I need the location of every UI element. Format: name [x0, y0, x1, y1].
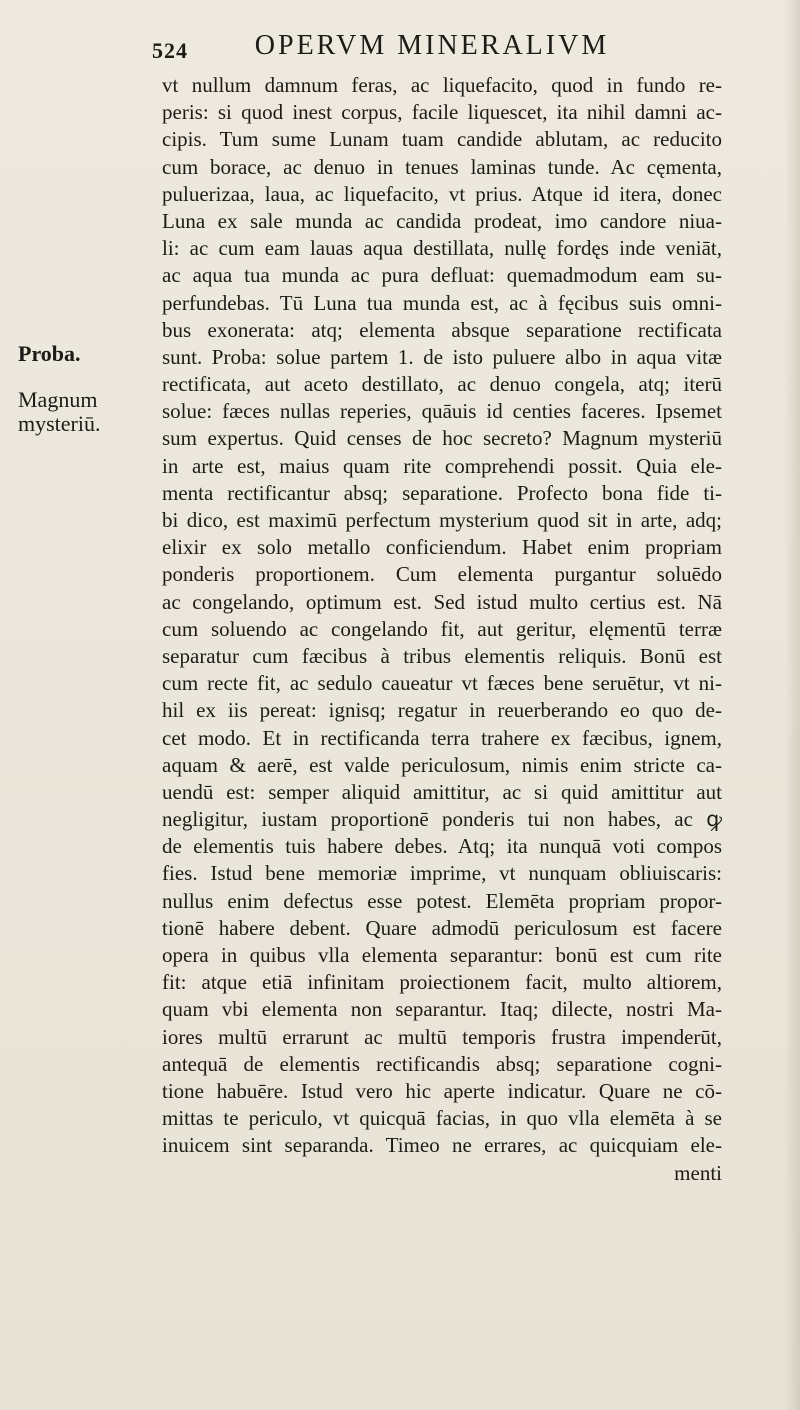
text-line: fit: atque etiā infinitam proiectionem facit, multo altiorem,	[162, 970, 722, 995]
text-line: nullus enim defectus esse potest. Elemēta propriam propor-	[162, 888, 722, 913]
margin-note-magnum-mysterium: Magnum mysteriū.	[18, 387, 101, 436]
page-header	[152, 30, 712, 70]
text-line: cipis. Tum sume Lunam tuam candide ablutam, ac reducito	[162, 127, 722, 152]
text-line: menti	[674, 1160, 722, 1185]
text-line: bus exonerata: atq; elementa absque separatione rectificata	[162, 317, 722, 342]
text-line: Luna ex sale munda ac candida prodeat, imo candore niua-	[162, 208, 722, 233]
text-line: cet modo. Et in rectificanda terra trahere ex fæcibus, ignem,	[162, 725, 722, 750]
text-line: tione habuēre. Istud vero hic aperte indicatur. Quare ne cō-	[162, 1078, 722, 1103]
text-line: ponderis proportionem. Cum elementa purgantur soluēdo	[162, 562, 722, 587]
text-line: vt nullum damnum feras, ac liquefacito, quod in fundo re-	[162, 73, 722, 97]
text-line: sunt. Proba: solue partem 1. de isto puluere albo in aqua vitæ	[162, 344, 722, 369]
text-line: elixir ex solo metallo conficiendum. Habet enim propriam	[162, 535, 722, 560]
text-line: opera in quibus vlla elementa separantur: bonū est cum rite	[162, 943, 722, 967]
text-line: aquam & aerē, est valde periculosum, nimis enim stricte ca-	[162, 752, 722, 777]
text-line: inuicem sint separanda. Timeo ne errares, ac quicquiam ele-	[162, 1133, 722, 1158]
text-line: sum expertus. Quid censes de hoc secreto? Magnum mysteriū	[162, 426, 722, 451]
margin-note-proba: Proba.	[18, 341, 81, 366]
text-line: de elementis tuis habere debes. Atq; ita nunquā voti compos	[162, 834, 722, 859]
page-edge-shadow	[784, 0, 800, 1410]
text-line: cum soluendo ac congelando fit, aut geritur, elęmentū terræ	[162, 616, 722, 641]
text-line: iores multū errarunt ac multū temporis frustra impenderūt,	[162, 1024, 722, 1049]
text-line: separatur cum fæcibus à tribus elementis reliquis. Bonū est	[162, 643, 722, 668]
text-line: uendū est: semper aliquid amittitur, ac si quid amittitur aut	[162, 779, 722, 804]
text-line: quam vbi elementa non separantur. Itaq; dilecte, nostri Ma-	[162, 997, 722, 1022]
text-line: hil ex iis pereat: ignisq; regatur in reuerberando eo quo de-	[162, 698, 722, 723]
text-line: ac congelando, optimum est. Sed istud multo certius est. Nā	[162, 589, 722, 614]
text-line: rectificata, aut aceto destillato, ac denuo congela, atq; iterū	[162, 372, 722, 397]
text-line: mittas te periculo, vt quicquā facias, in quo vlla elemēta à se	[162, 1106, 722, 1131]
text-line: tionē habere debent. Quare admodū periculosum est facere	[162, 915, 722, 940]
page-number: 524	[152, 38, 188, 63]
text-line: perfundebas. Tū Luna tua munda est, ac à fęcibus suis omni-	[162, 290, 722, 315]
text-line: antequā de elementis rectificandis absq; separatione cogni-	[162, 1051, 722, 1076]
body-text	[162, 72, 722, 1187]
text-line: solue: fæces nullas reperies, quāuis id centies faceres. Ipsemet	[162, 399, 722, 424]
text-line: negligitur, iustam proportionē ponderis tui non habes, ac ꝙ	[162, 807, 722, 832]
text-line: cum borace, ac denuo in tenues laminas tunde. Ac cęmenta,	[162, 154, 722, 179]
text-line: fies. Istud bene memoriæ imprime, vt nunquam obliuiscaris:	[162, 861, 722, 886]
text-line: peris: si quod inest corpus, facile liquescet, ita nihil damni ac-	[162, 100, 722, 125]
running-head: OPERVM MINERALIVM	[254, 30, 610, 61]
text-line: puluerizaa, laua, ac liquefacito, vt prius. Atque id itera, donec	[162, 181, 722, 206]
text-line: ac aqua tua munda ac pura defluat: quemadmodum eam su-	[162, 263, 722, 288]
text-line: menta rectificantur absq; separatione. Profecto bona fide ti-	[162, 480, 722, 505]
text-line: bi dico, est maximū perfectum mysterium quod sit in arte, adq;	[162, 508, 722, 532]
text-line: li: ac cum eam lauas aqua destillata, nullę fordęs inde veniāt,	[162, 236, 722, 261]
text-line: in arte est, maius quam rite comprehendi possit. Quia ele-	[162, 453, 722, 478]
text-line: cum recte fit, ac sedulo caueatur vt fæces bene seruētur, vt ni-	[162, 671, 722, 696]
